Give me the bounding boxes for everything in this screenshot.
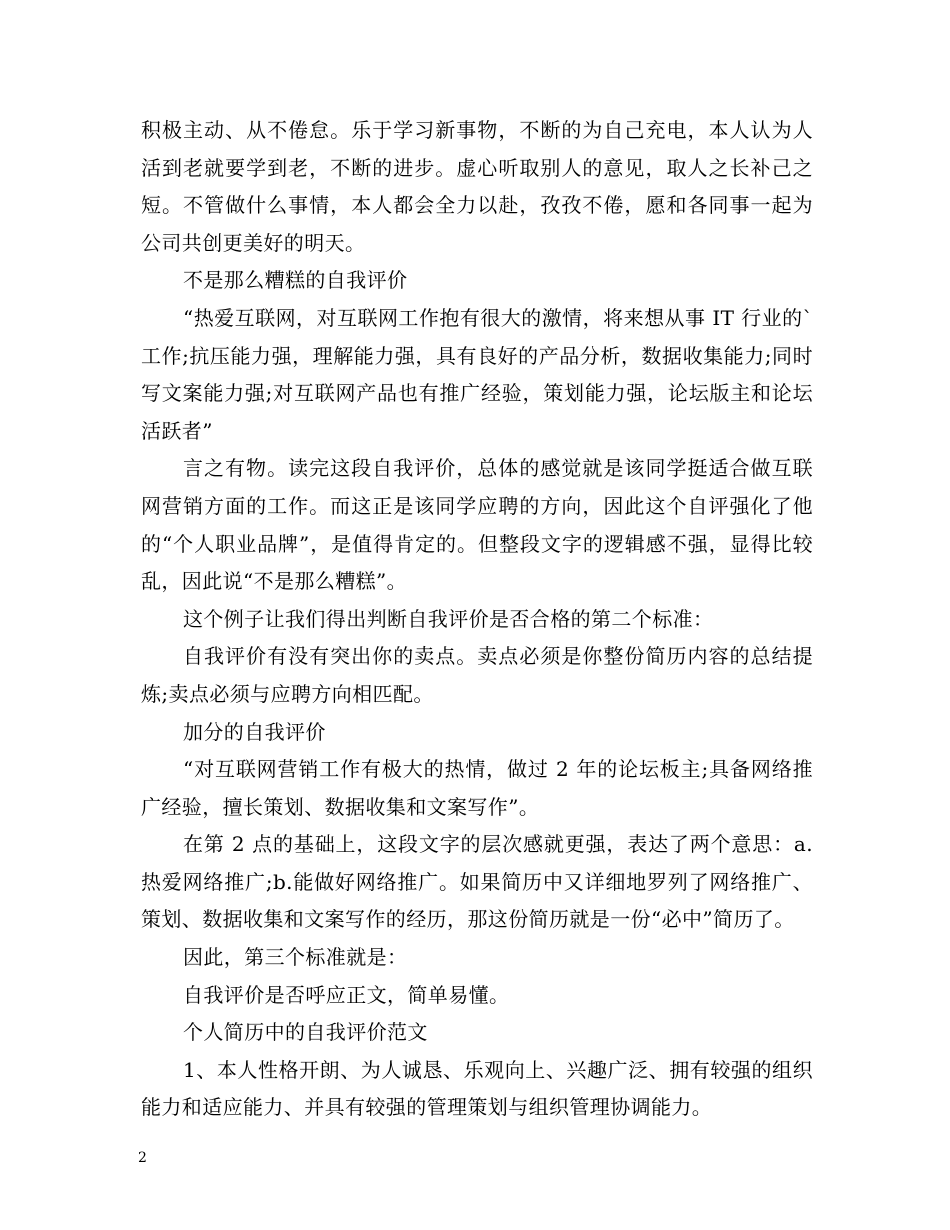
paragraph-quote-1: “热爱互联网，对互联网工作抱有很大的激情，将来想从事 IT 行业的`工作;抗压能力强，理解能力强，具有良好的产品分析，数据收集能力;同时写文案能力强;对互联网产品也有推广经验，策划能力强，论坛版主和论坛活跃者”: [141, 305, 813, 443]
paragraph-analysis-2: 在第 2 点的基础上，这段文字的层次感就更强，表达了两个意思：a.热爱网络推广;b.能做好网络推广。如果简历中又详细地罗列了网络推广、策划、数据收集和文案写作的经历，那这份简历就是一份“必中”简历了。: [141, 832, 813, 932]
heading-sample: 个人简历中的自我评价范文: [183, 1020, 428, 1045]
paragraph-sample-1: 1、本人性格开朗、为人诚恳、乐观向上、兴趣广泛、拥有较强的组织能力和适应能力、并具有较强的管理策划与组织管理协调能力。: [141, 1057, 813, 1120]
paragraph-1: 积极主动、从不倦怠。乐于学习新事物，不断的为自己充电，本人认为人活到老就要学到老，不断的进步。虚心听取别人的意见，取人之长补己之短。不管做什么事情，本人都会全力以赴，孜孜不倦，愿和各同事一起为公司共创更美好的明天。: [141, 118, 813, 255]
paragraph-third-standard: 自我评价是否呼应正文，简单易懂。: [183, 982, 510, 1007]
heading-not-so-bad: 不是那么糟糕的自我评价: [183, 268, 408, 293]
paragraph-quote-2: “对互联网营销工作有极大的热情，做过 2 年的论坛板主;具备网络推广经验，擅长策划、数据收集和文案写作”。: [141, 757, 813, 819]
paragraph-analysis-1: 言之有物。读完这段自我评价，总体的感觉就是该同学挺适合做互联网营销方面的工作。而这正是该同学应聘的方向，因此这个自评强化了他的“个人职业品牌”，是值得肯定的。但整段文字的逻辑感不强，显得比较乱，因此说“不是那么糟糕”。: [141, 456, 813, 594]
paragraph-second-standard-intro: 这个例子让我们得出判断自我评价是否合格的第二个标准：: [183, 606, 714, 631]
heading-bonus: 加分的自我评价: [183, 719, 326, 744]
page-number: 2: [138, 1150, 147, 1166]
paragraph-third-standard-intro: 因此，第三个标准就是：: [183, 945, 408, 970]
document-body: [141, 112, 813, 1127]
paragraph-second-standard: 自我评价有没有突出你的卖点。卖点必须是你整份简历内容的总结提炼;卖点必须与应聘方向相匹配。: [141, 644, 813, 706]
